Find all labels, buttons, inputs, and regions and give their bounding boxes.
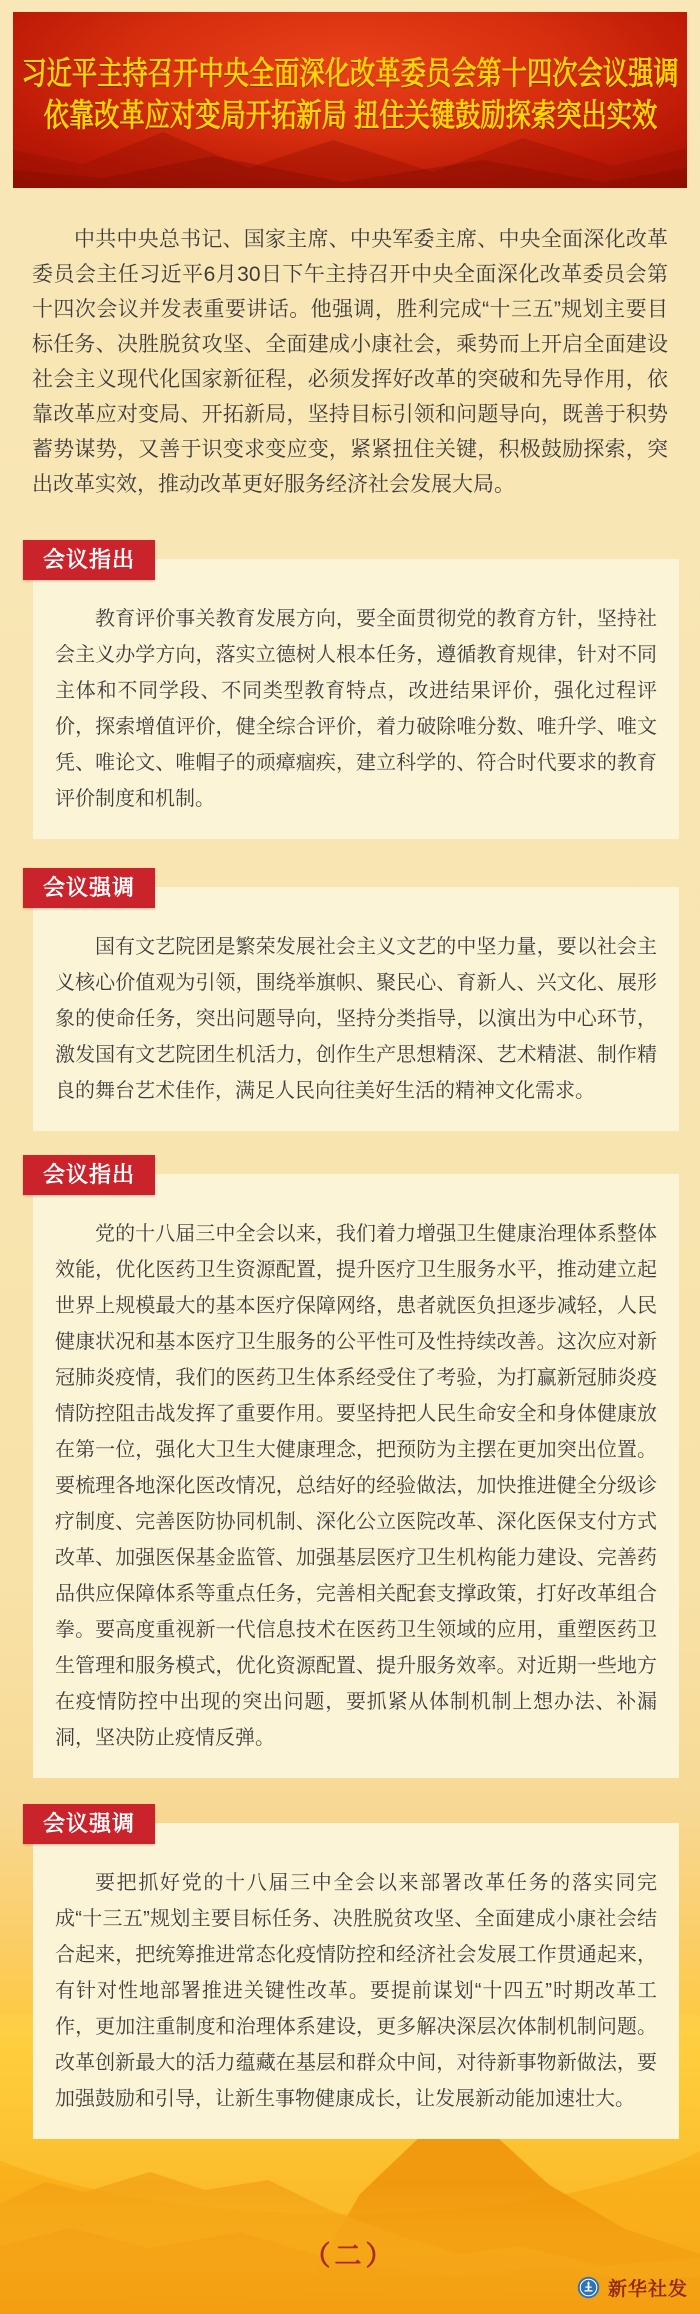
section-reform-planning (0, 1804, 700, 2139)
section-label-badge: 会议指出 (23, 540, 155, 580)
credit-text: 新华社发 (607, 2279, 688, 2300)
section-card (33, 887, 679, 1131)
section-label-badge: 会议指出 (23, 1155, 155, 1195)
credit-row (577, 2274, 688, 2301)
xinhua-logo-icon (577, 2276, 600, 2299)
section-education (0, 540, 700, 839)
banner-title-line1: 习近平主持召开中央全面深化改革委员会第十四次会议强调 (21, 55, 679, 91)
section-paragraph: 教育评价事关教育发展方向，要全面贯彻党的教育方针，坚持社会主义办学方向，落实立德树人根本任务，遵循教育规律，针对不同主体和不同学段、不同类型教育特点，改进结果评价，强化过程评价，探索增值评价，健全综合评价，着力破除唯分数、唯升学、唯文凭、唯论文、唯帽子的顽瘴痼疾，建立科学的、符合时代要求的教育评价制度和机制。 (55, 608, 657, 810)
section-card (33, 559, 679, 839)
section-card (33, 1174, 679, 1778)
section-paragraph: 国有文艺院团是繁荣发展社会主义文艺的中坚力量，要以社会主义核心价值观为引领，围绕举旗帜、聚民心、育新人、兴文化、展形象的使命任务，突出问题导向，坚持分类指导，以演出为中心环节，激发国有文艺院团生机活力，创作生产思想精深、艺术精湛、制作精良的舞台艺术佳作，满足人民向往美好生活的精神文化需求。 (55, 936, 657, 1102)
section-card (33, 1823, 679, 2139)
section-art-troupes (0, 868, 700, 1131)
section-label-badge: 会议强调 (23, 868, 155, 908)
banner-titles (13, 12, 687, 136)
banner-title-line2: 依靠改革应对变局开拓新局 扭住关键鼓励探索突出实效 (43, 97, 657, 133)
header-banner (13, 12, 687, 188)
section-paragraph: 要把抓好党的十八届三中全会以来部署改革任务的落实同完成“十三五”规划主要目标任务、决胜脱贫攻坚、全面建成小康社会结合起来，把统筹推进常态化疫情防控和经济社会发展工作贯通起来，有针对性地部署推进关键性改革。要提前谋划“十四五”时期改革工作，更加注重制度和治理体系建设，更多解决深层次体制机制问题。改革创新最大的活力蕴藏在基层和群众中间，对待新事物新做法，要加强鼓励和引导，让新生事物健康成长，让发展新动能加速壮大。 (55, 1872, 657, 2110)
section-label-badge: 会议强调 (23, 1804, 155, 1844)
section-public-health (0, 1155, 700, 1778)
section-paragraph: 党的十八届三中全会以来，我们着力增强卫生健康治理体系整体效能，优化医药卫生资源配置，提升医疗卫生服务水平，推动建立起世界上规模最大的基本医疗保障网络，患者就医负担逐步减轻，人民健康状况和基本医疗卫生服务的公平性可及性持续改善。这次应对新冠肺炎疫情，我们的医药卫生体系经受住了考验，为打赢新冠肺炎疫情防控阻击战发挥了重要作用。要坚持把人民生命安全和身体健康放在第一位，强化大卫生大健康理念，把预防为主摆在更加突出位置。要梳理各地深化医改情况，总结好的经验做法，加快推进健全分级诊疗制度、完善医防协同机制、深化公立医院改革、深化医保支付方式改革、加强医保基金监管、加强基层医疗卫生机构能力建设、完善药品供应保障体系等重点任务，完善相关配套支撑政策，打好改革组合拳。要高度重视新一代信息技术在医药卫生领域的应用，重塑医药卫生管理和服务模式，优化资源配置、提升服务效率。对近期一些地方在疫情防控中出现的突出问题，要抓紧从体制机制上想办法、补漏洞，坚决防止疫情反弹。 (55, 1223, 657, 1749)
intro-paragraph: 中共中央总书记、国家主席、中央军委主席、中央全面深化改革委员会主任习近平6月30日下午主持召开中央全面深化改革委员会第十四次会议并发表重要讲话。他强调，胜利完成“十三五”规划主要目标任务、决胜脱贫攻坚、全面建成小康社会，乘势而上开启全面建设社会主义现代化国家新征程，必须发挥好改革的突破和先导作用，依靠改革应对变局、开拓新局，坚持目标引领和问题导向，既善于积势蓄势谋势，又善于识变求变应变，紧紧扭住关键，积极鼓励探索，突出改革实效，推动改革更好服务经济社会发展大局。 (32, 228, 668, 496)
article-content (0, 222, 700, 2139)
page-number: （二） (303, 2241, 397, 2271)
